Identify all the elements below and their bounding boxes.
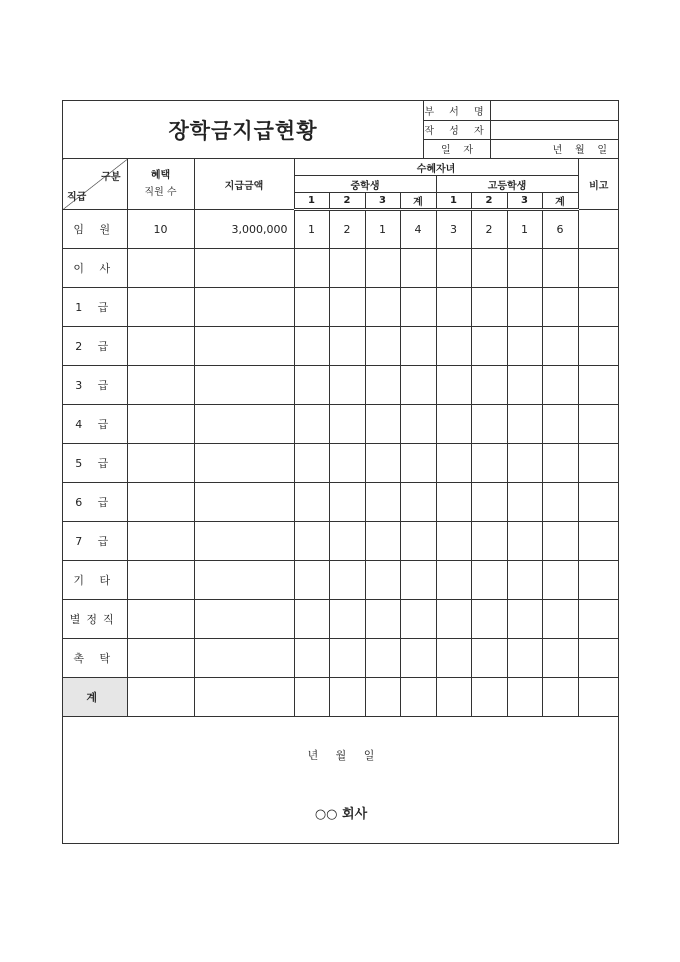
table-row <box>63 327 619 366</box>
scholarship-table <box>63 158 619 717</box>
child-count-cell[interactable] <box>542 249 578 288</box>
document-sheet <box>62 100 619 844</box>
table-row <box>63 249 619 288</box>
staff-count-cell[interactable] <box>127 522 194 561</box>
child-count-cell[interactable] <box>471 444 507 483</box>
child-count-cell[interactable] <box>294 288 329 327</box>
high-school-header: 고등학생 <box>436 176 578 193</box>
child-count-cell[interactable] <box>400 639 436 678</box>
child-count-cell[interactable] <box>294 405 329 444</box>
child-count-cell[interactable] <box>400 405 436 444</box>
child-count-cell[interactable] <box>329 600 365 639</box>
child-count-cell[interactable]: 2 <box>329 210 365 249</box>
child-count-cell[interactable] <box>507 483 542 522</box>
rank-cell: 별정직 <box>63 600 127 639</box>
amount-cell[interactable] <box>194 405 294 444</box>
child-count-cell[interactable] <box>365 444 400 483</box>
grade-header: 3 <box>507 193 542 210</box>
remarks-cell[interactable] <box>578 483 619 522</box>
child-count-cell[interactable]: 6 <box>542 210 578 249</box>
table-row <box>63 405 619 444</box>
staff-count-cell[interactable] <box>127 483 194 522</box>
child-count-cell[interactable] <box>400 678 436 717</box>
child-count-cell[interactable] <box>329 327 365 366</box>
amount-cell[interactable] <box>194 639 294 678</box>
child-count-cell[interactable] <box>471 639 507 678</box>
child-count-cell[interactable] <box>507 639 542 678</box>
amount-header: 지급금액 <box>194 159 294 210</box>
child-count-cell[interactable] <box>436 678 471 717</box>
child-count-cell[interactable] <box>542 600 578 639</box>
child-count-cell[interactable] <box>294 444 329 483</box>
child-count-cell[interactable] <box>365 561 400 600</box>
amount-cell[interactable] <box>194 366 294 405</box>
child-count-cell[interactable] <box>365 288 400 327</box>
remarks-cell[interactable] <box>578 327 619 366</box>
amount-cell[interactable] <box>194 600 294 639</box>
child-count-cell[interactable] <box>294 522 329 561</box>
document-title: 장학금지급현황 <box>168 118 318 143</box>
child-count-cell[interactable] <box>542 444 578 483</box>
meta-value-date[interactable]: 년 월 일 <box>491 139 620 158</box>
staff-count-cell[interactable] <box>127 561 194 600</box>
child-count-cell[interactable] <box>436 522 471 561</box>
grade-header: 1 <box>294 193 329 210</box>
amount-cell[interactable]: 3,000,000 <box>194 210 294 249</box>
remarks-cell[interactable] <box>578 678 619 717</box>
child-count-cell[interactable] <box>471 327 507 366</box>
corner-top-label: 구분 <box>101 172 121 183</box>
rank-cell: 6 급 <box>63 483 127 522</box>
remarks-cell[interactable] <box>578 210 619 249</box>
child-count-cell[interactable] <box>507 366 542 405</box>
footer-company: ○○ 회사 <box>314 807 368 822</box>
child-count-cell[interactable] <box>400 288 436 327</box>
child-count-cell[interactable] <box>294 366 329 405</box>
child-count-cell[interactable] <box>436 600 471 639</box>
child-count-cell[interactable] <box>542 678 578 717</box>
staff-count-cell[interactable] <box>127 405 194 444</box>
remarks-cell[interactable] <box>578 405 619 444</box>
child-count-cell[interactable]: 1 <box>365 210 400 249</box>
child-count-cell[interactable] <box>507 561 542 600</box>
child-count-cell[interactable] <box>365 639 400 678</box>
staff-count-cell[interactable] <box>127 249 194 288</box>
grade-header: 계 <box>400 193 436 210</box>
child-count-cell[interactable] <box>507 405 542 444</box>
table-row <box>63 522 619 561</box>
child-count-cell[interactable] <box>436 327 471 366</box>
meta-label-department: 부 서 명 <box>424 101 491 120</box>
staff-count-cell[interactable] <box>127 678 194 717</box>
child-count-cell[interactable] <box>400 600 436 639</box>
remarks-cell[interactable] <box>578 288 619 327</box>
footer-date: 년 월 일 <box>307 749 375 762</box>
child-count-cell[interactable] <box>400 522 436 561</box>
table-row <box>63 561 619 600</box>
staff-count-cell[interactable] <box>127 366 194 405</box>
remarks-header: 비고 <box>578 159 619 210</box>
child-count-cell[interactable] <box>329 249 365 288</box>
staff-count-cell[interactable]: 10 <box>127 210 194 249</box>
rank-cell: 3 급 <box>63 366 127 405</box>
rank-cell: 5 급 <box>63 444 127 483</box>
child-count-cell[interactable] <box>542 561 578 600</box>
approval-meta-table <box>423 101 619 159</box>
table-row <box>63 210 619 249</box>
child-count-cell[interactable] <box>365 249 400 288</box>
amount-cell[interactable] <box>194 561 294 600</box>
grade-header: 2 <box>471 193 507 210</box>
child-count-cell[interactable] <box>294 483 329 522</box>
child-count-cell[interactable] <box>294 639 329 678</box>
table-row <box>63 639 619 678</box>
child-count-cell[interactable] <box>329 561 365 600</box>
child-count-cell[interactable] <box>436 483 471 522</box>
child-count-cell[interactable] <box>507 678 542 717</box>
child-count-cell[interactable] <box>471 522 507 561</box>
child-count-cell[interactable] <box>329 522 365 561</box>
grade-header: 계 <box>542 193 578 210</box>
child-count-cell[interactable] <box>400 327 436 366</box>
child-count-cell[interactable] <box>436 405 471 444</box>
child-count-cell[interactable] <box>436 249 471 288</box>
remarks-cell[interactable] <box>578 639 619 678</box>
meta-label-date: 일 자 <box>424 139 491 158</box>
child-count-cell[interactable] <box>400 444 436 483</box>
child-count-cell[interactable] <box>436 561 471 600</box>
corner-header <box>63 159 127 210</box>
child-count-cell[interactable] <box>542 639 578 678</box>
amount-cell[interactable] <box>194 444 294 483</box>
table-row <box>63 483 619 522</box>
meta-value-department[interactable] <box>491 101 620 120</box>
child-count-cell[interactable] <box>294 561 329 600</box>
child-count-cell[interactable] <box>365 600 400 639</box>
child-count-cell[interactable] <box>542 366 578 405</box>
child-count-cell[interactable] <box>329 366 365 405</box>
child-count-cell[interactable] <box>400 483 436 522</box>
child-count-cell[interactable] <box>471 483 507 522</box>
middle-school-header: 중학생 <box>294 176 436 193</box>
rank-cell: 기 타 <box>63 561 127 600</box>
child-count-cell[interactable] <box>471 288 507 327</box>
remarks-cell[interactable] <box>578 522 619 561</box>
child-count-cell[interactable] <box>294 327 329 366</box>
child-count-cell[interactable] <box>329 288 365 327</box>
rank-cell: 이 사 <box>63 249 127 288</box>
table-row <box>63 678 619 717</box>
meta-value-author[interactable] <box>491 120 620 139</box>
child-count-cell[interactable] <box>542 522 578 561</box>
table-row <box>63 288 619 327</box>
staff-count-cell[interactable] <box>127 639 194 678</box>
child-count-cell[interactable] <box>507 288 542 327</box>
child-count-cell[interactable]: 3 <box>436 210 471 249</box>
amount-cell[interactable] <box>194 327 294 366</box>
child-count-cell[interactable] <box>400 561 436 600</box>
remarks-cell[interactable] <box>578 444 619 483</box>
child-count-cell[interactable] <box>365 483 400 522</box>
child-count-cell[interactable] <box>365 405 400 444</box>
child-count-cell[interactable] <box>542 483 578 522</box>
child-count-cell[interactable] <box>471 600 507 639</box>
benefit-label: 혜택 <box>150 170 171 181</box>
child-count-cell[interactable] <box>507 522 542 561</box>
meta-label-author: 작 성 자 <box>424 120 491 139</box>
child-count-cell[interactable] <box>436 366 471 405</box>
child-count-cell[interactable] <box>471 561 507 600</box>
table-row <box>63 600 619 639</box>
table-row <box>63 444 619 483</box>
table-row <box>63 366 619 405</box>
child-count-cell[interactable]: 1 <box>294 210 329 249</box>
rank-cell: 7 급 <box>63 522 127 561</box>
child-count-cell[interactable] <box>365 366 400 405</box>
child-count-cell[interactable] <box>365 678 400 717</box>
grade-header: 2 <box>329 193 365 210</box>
amount-cell[interactable] <box>194 678 294 717</box>
rank-cell: 2 급 <box>63 327 127 366</box>
child-count-cell[interactable] <box>365 522 400 561</box>
child-count-cell[interactable] <box>507 600 542 639</box>
benefit-header <box>127 159 194 210</box>
child-count-cell[interactable]: 4 <box>400 210 436 249</box>
child-count-cell[interactable] <box>329 483 365 522</box>
rank-cell: 임 원 <box>63 210 127 249</box>
child-count-cell[interactable] <box>400 366 436 405</box>
recipients-header: 수혜자녀 <box>294 159 578 176</box>
remarks-cell[interactable] <box>578 366 619 405</box>
staff-count-cell[interactable] <box>127 444 194 483</box>
remarks-cell[interactable] <box>578 561 619 600</box>
corner-bottom-label: 직급 <box>67 192 87 203</box>
child-count-cell[interactable] <box>365 327 400 366</box>
child-count-cell[interactable] <box>507 327 542 366</box>
child-count-cell[interactable] <box>294 678 329 717</box>
child-count-cell[interactable] <box>329 444 365 483</box>
rank-cell: 4 급 <box>63 405 127 444</box>
child-count-cell[interactable] <box>329 405 365 444</box>
staff-count-label: 직원 수 <box>144 187 177 198</box>
child-count-cell[interactable] <box>436 444 471 483</box>
child-count-cell[interactable] <box>436 639 471 678</box>
amount-cell[interactable] <box>194 483 294 522</box>
child-count-cell[interactable] <box>507 249 542 288</box>
rank-cell: 계 <box>63 678 127 717</box>
child-count-cell[interactable]: 2 <box>471 210 507 249</box>
child-count-cell[interactable]: 1 <box>507 210 542 249</box>
child-count-cell[interactable] <box>542 288 578 327</box>
grade-header: 3 <box>365 193 400 210</box>
child-count-cell[interactable] <box>542 405 578 444</box>
child-count-cell[interactable] <box>471 678 507 717</box>
remarks-cell[interactable] <box>578 249 619 288</box>
child-count-cell[interactable] <box>471 249 507 288</box>
child-count-cell[interactable] <box>329 678 365 717</box>
child-count-cell[interactable] <box>471 366 507 405</box>
child-count-cell[interactable] <box>542 327 578 366</box>
staff-count-cell[interactable] <box>127 327 194 366</box>
remarks-cell[interactable] <box>578 600 619 639</box>
child-count-cell[interactable] <box>436 288 471 327</box>
child-count-cell[interactable] <box>471 405 507 444</box>
child-count-cell[interactable] <box>507 444 542 483</box>
amount-cell[interactable] <box>194 288 294 327</box>
grade-header: 1 <box>436 193 471 210</box>
child-count-cell[interactable] <box>400 249 436 288</box>
child-count-cell[interactable] <box>294 249 329 288</box>
rank-cell: 촉 탁 <box>63 639 127 678</box>
child-count-cell[interactable] <box>329 639 365 678</box>
staff-count-cell[interactable] <box>127 288 194 327</box>
amount-cell[interactable] <box>194 249 294 288</box>
staff-count-cell[interactable] <box>127 600 194 639</box>
amount-cell[interactable] <box>194 522 294 561</box>
rank-cell: 1 급 <box>63 288 127 327</box>
child-count-cell[interactable] <box>294 600 329 639</box>
